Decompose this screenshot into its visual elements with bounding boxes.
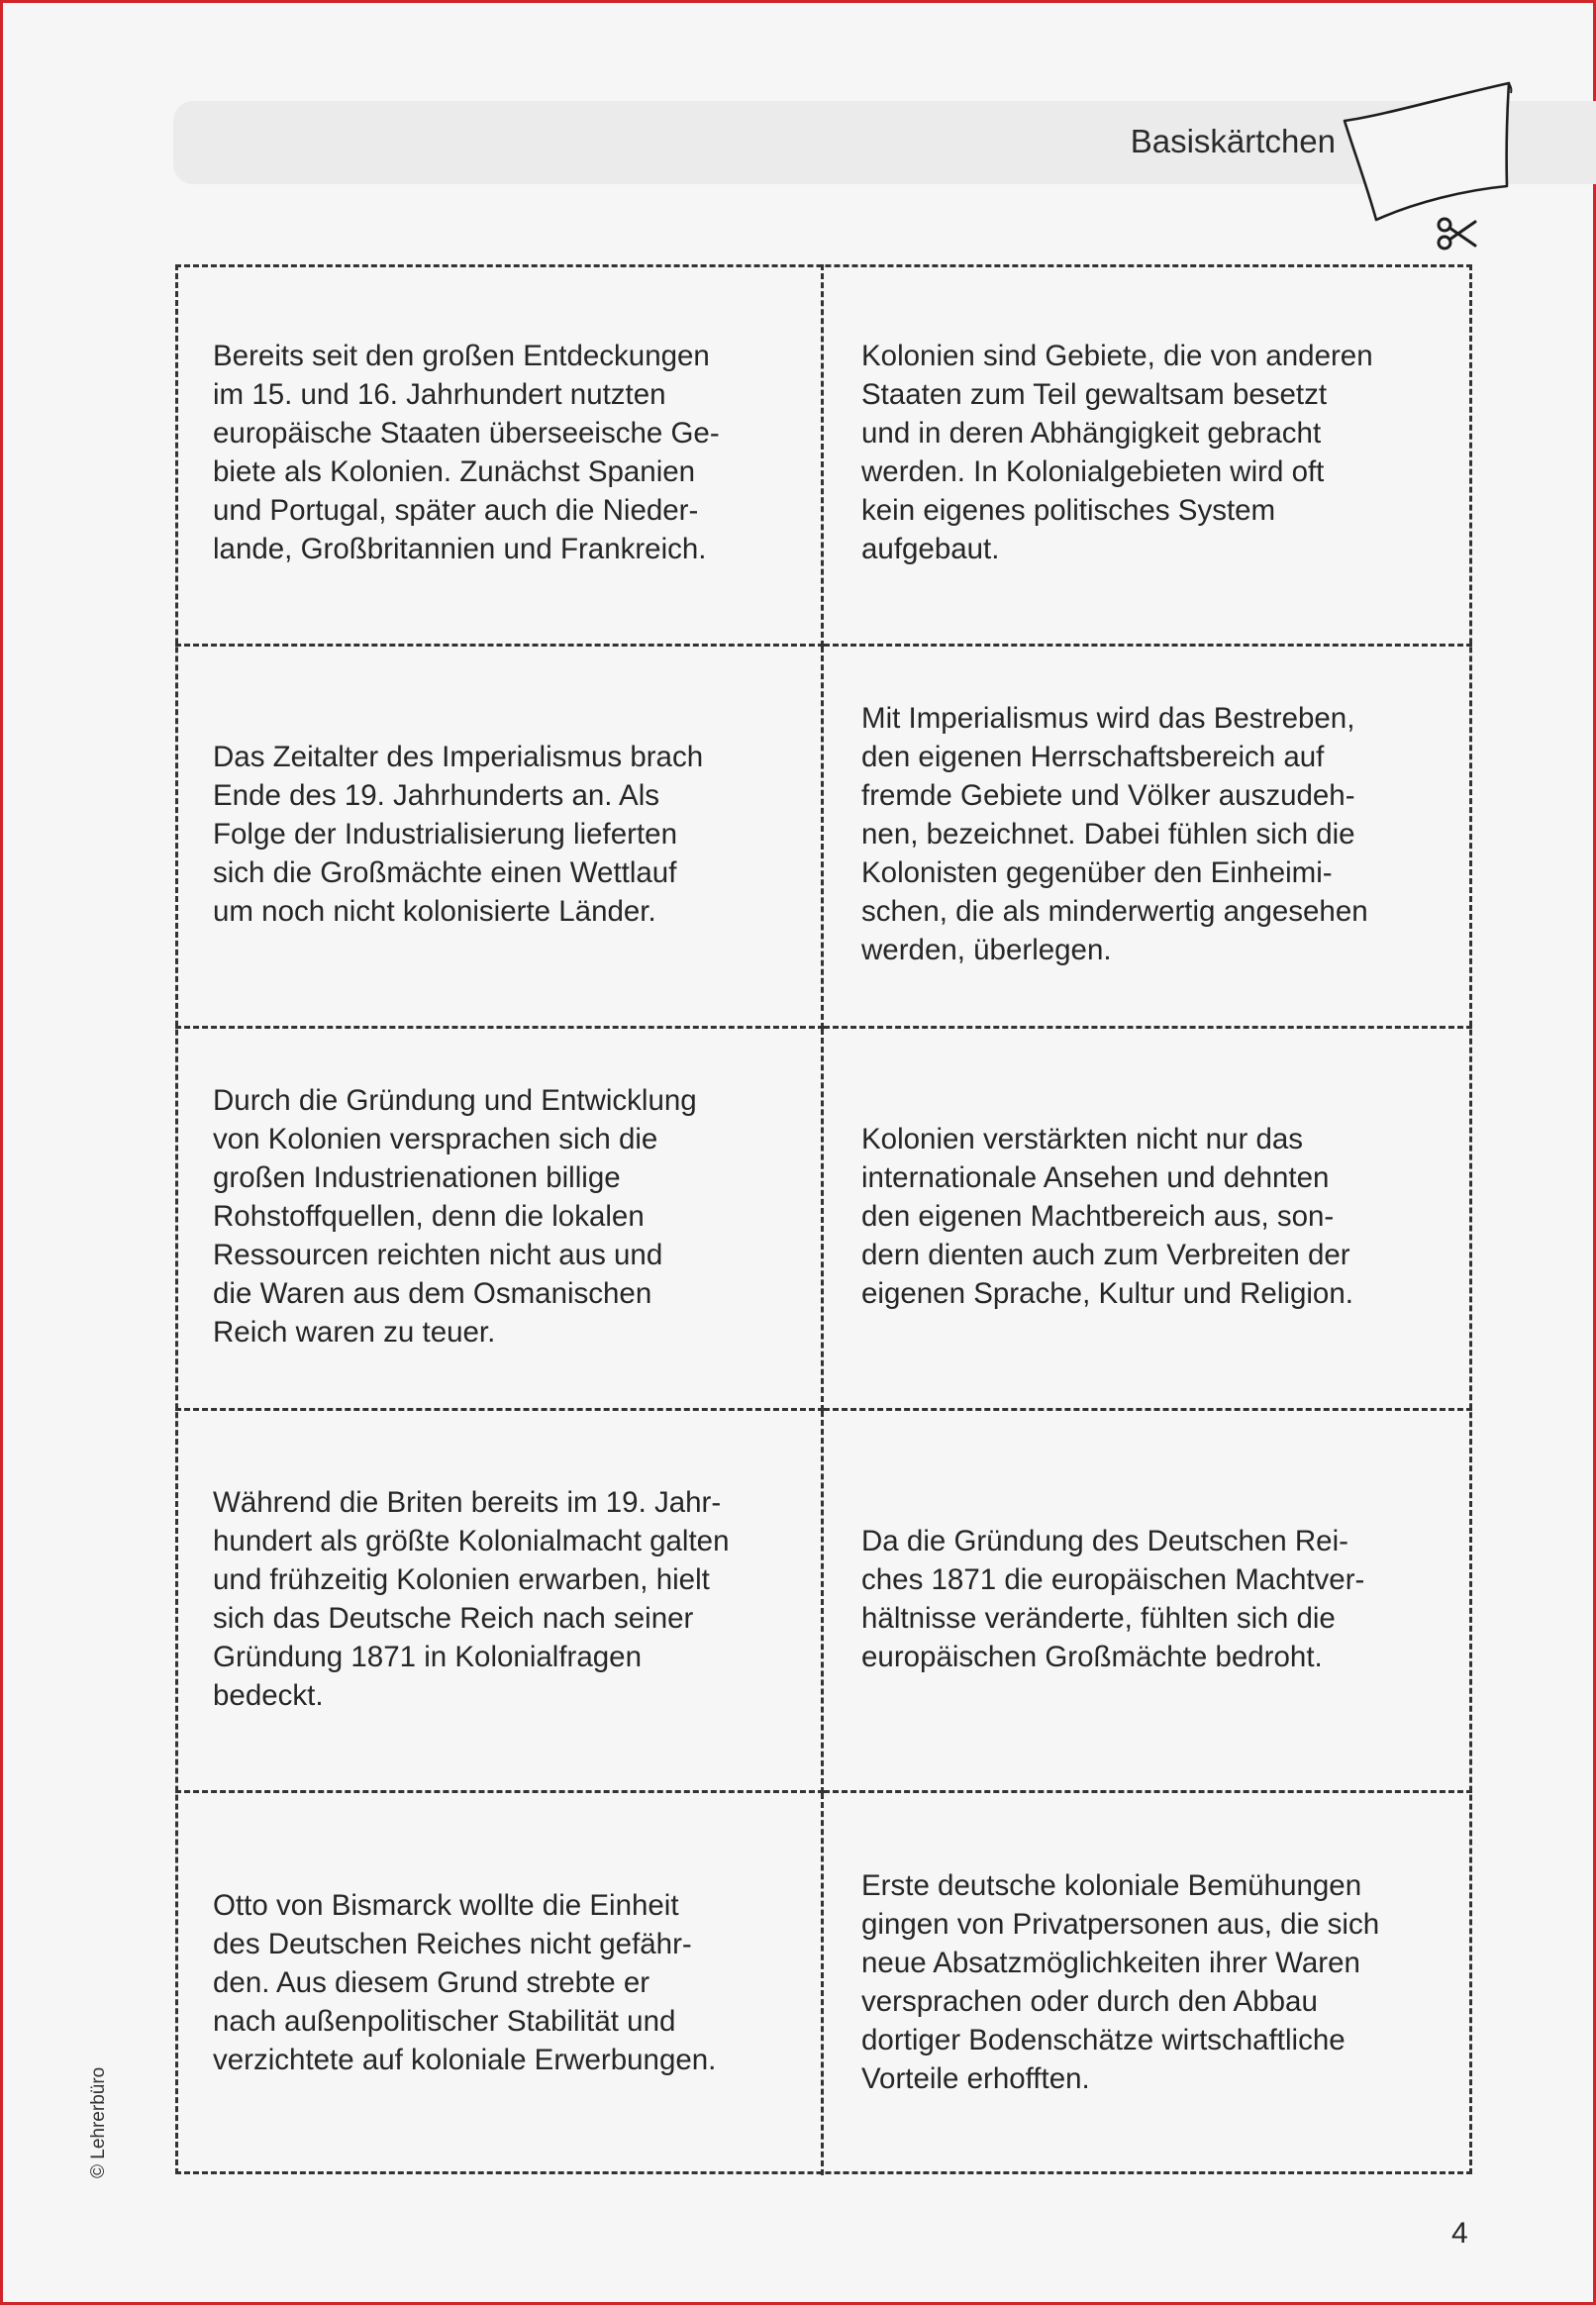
card-text: Kolonien sind Gebiete, die von anderen Staaten zum Teil gewaltsam besetzt und in deren Abhängigkeit gebracht werden. In Kolonialgebieten wird oft kein eigenes politisches System aufgebaut. [861,339,1373,565]
card-9 [175,1793,824,2175]
card-text: Das Zeitalter des Imperialismus brach Ende des 19. Jahrhunderts an. Als Folge der Industrialisierung lieferten sich die Großmächte einen Wettlauf um noch nicht kolonisierte Länder. [213,741,704,928]
scissors-icon [1436,216,1477,251]
card-text: Durch die Gründung und Entwicklung von Kolonien versprachen sich die großen Industrienationen billige Rohstoffquellen, denn die lokalen Ressourcen reichten nicht aus und die Waren aus dem Osmanischen Reich waren zu teuer. [213,1084,697,1349]
card-6 [824,1029,1472,1411]
card-2 [824,264,1472,647]
card-10 [824,1793,1472,2175]
card-text: Bereits seit den großen Entdeckungen im 15. und 16. Jahrhundert nutzten europäische Staaten überseeische Ge- biete als Kolonien. Zunächst Spanien und Portugal, später auch die Nieder- lande, Großbritannien und Frankreich. [213,339,720,565]
copyright-notice: © Lehrerbüro [88,2066,109,2178]
card-text: Da die Gründung des Deutschen Rei- ches 1871 die europäischen Machtver- hältnisse veränderte, fühlten sich die europäischen Großmächte bedroht. [861,1524,1365,1673]
card-grid [175,264,1472,2174]
card-7 [175,1411,824,1793]
page-number: 4 [1451,2217,1468,2250]
card-text: Kolonien verstärkten nicht nur das internationale Ansehen und dehnten den eigenen Machtbereich aus, son- dern dienten auch zum Verbreiten der eigenen Sprache, Kultur und Religion. [861,1123,1353,1310]
card-8 [824,1411,1472,1793]
card-3 [175,647,824,1029]
card-4 [824,647,1472,1029]
paper-flag-icon [1337,75,1515,224]
page-title: Basiskärtchen [1130,123,1336,159]
card-1 [175,264,824,647]
card-5 [175,1029,824,1411]
card-text: Erste deutsche koloniale Bemühungen gingen von Privatpersonen aus, die sich neue Absatzmöglichkeiten ihrer Waren versprachen oder durch den Abbau dortiger Bodenschätze wirtschaftliche Vorteile erhofften. [861,1869,1380,2095]
card-text: Otto von Bismarck wollte die Einheit des Deutschen Reiches nicht gefähr- den. Aus diesem Grund strebte er nach außenpolitischer Stabilität und verzichtete auf koloniale Erwerbungen. [213,1888,717,2076]
card-text: Während die Briten bereits im 19. Jahr- hundert als größte Kolonialmacht galten und frühzeitig Kolonien erwarben, hielt sich das Deutsche Reich nach seiner Gründung 1871 in Kolonialfragen bedeckt. [213,1485,730,1712]
card-text: Mit Imperialismus wird das Bestreben, den eigenen Herrschaftsbereich auf fremde Gebiete und Völker auszudeh- nen, bezeichnet. Dabei fühlen sich die Kolonisten gegenüber den Einheimi- schen, die als minderwertig angesehen werden, überlegen. [861,702,1368,966]
